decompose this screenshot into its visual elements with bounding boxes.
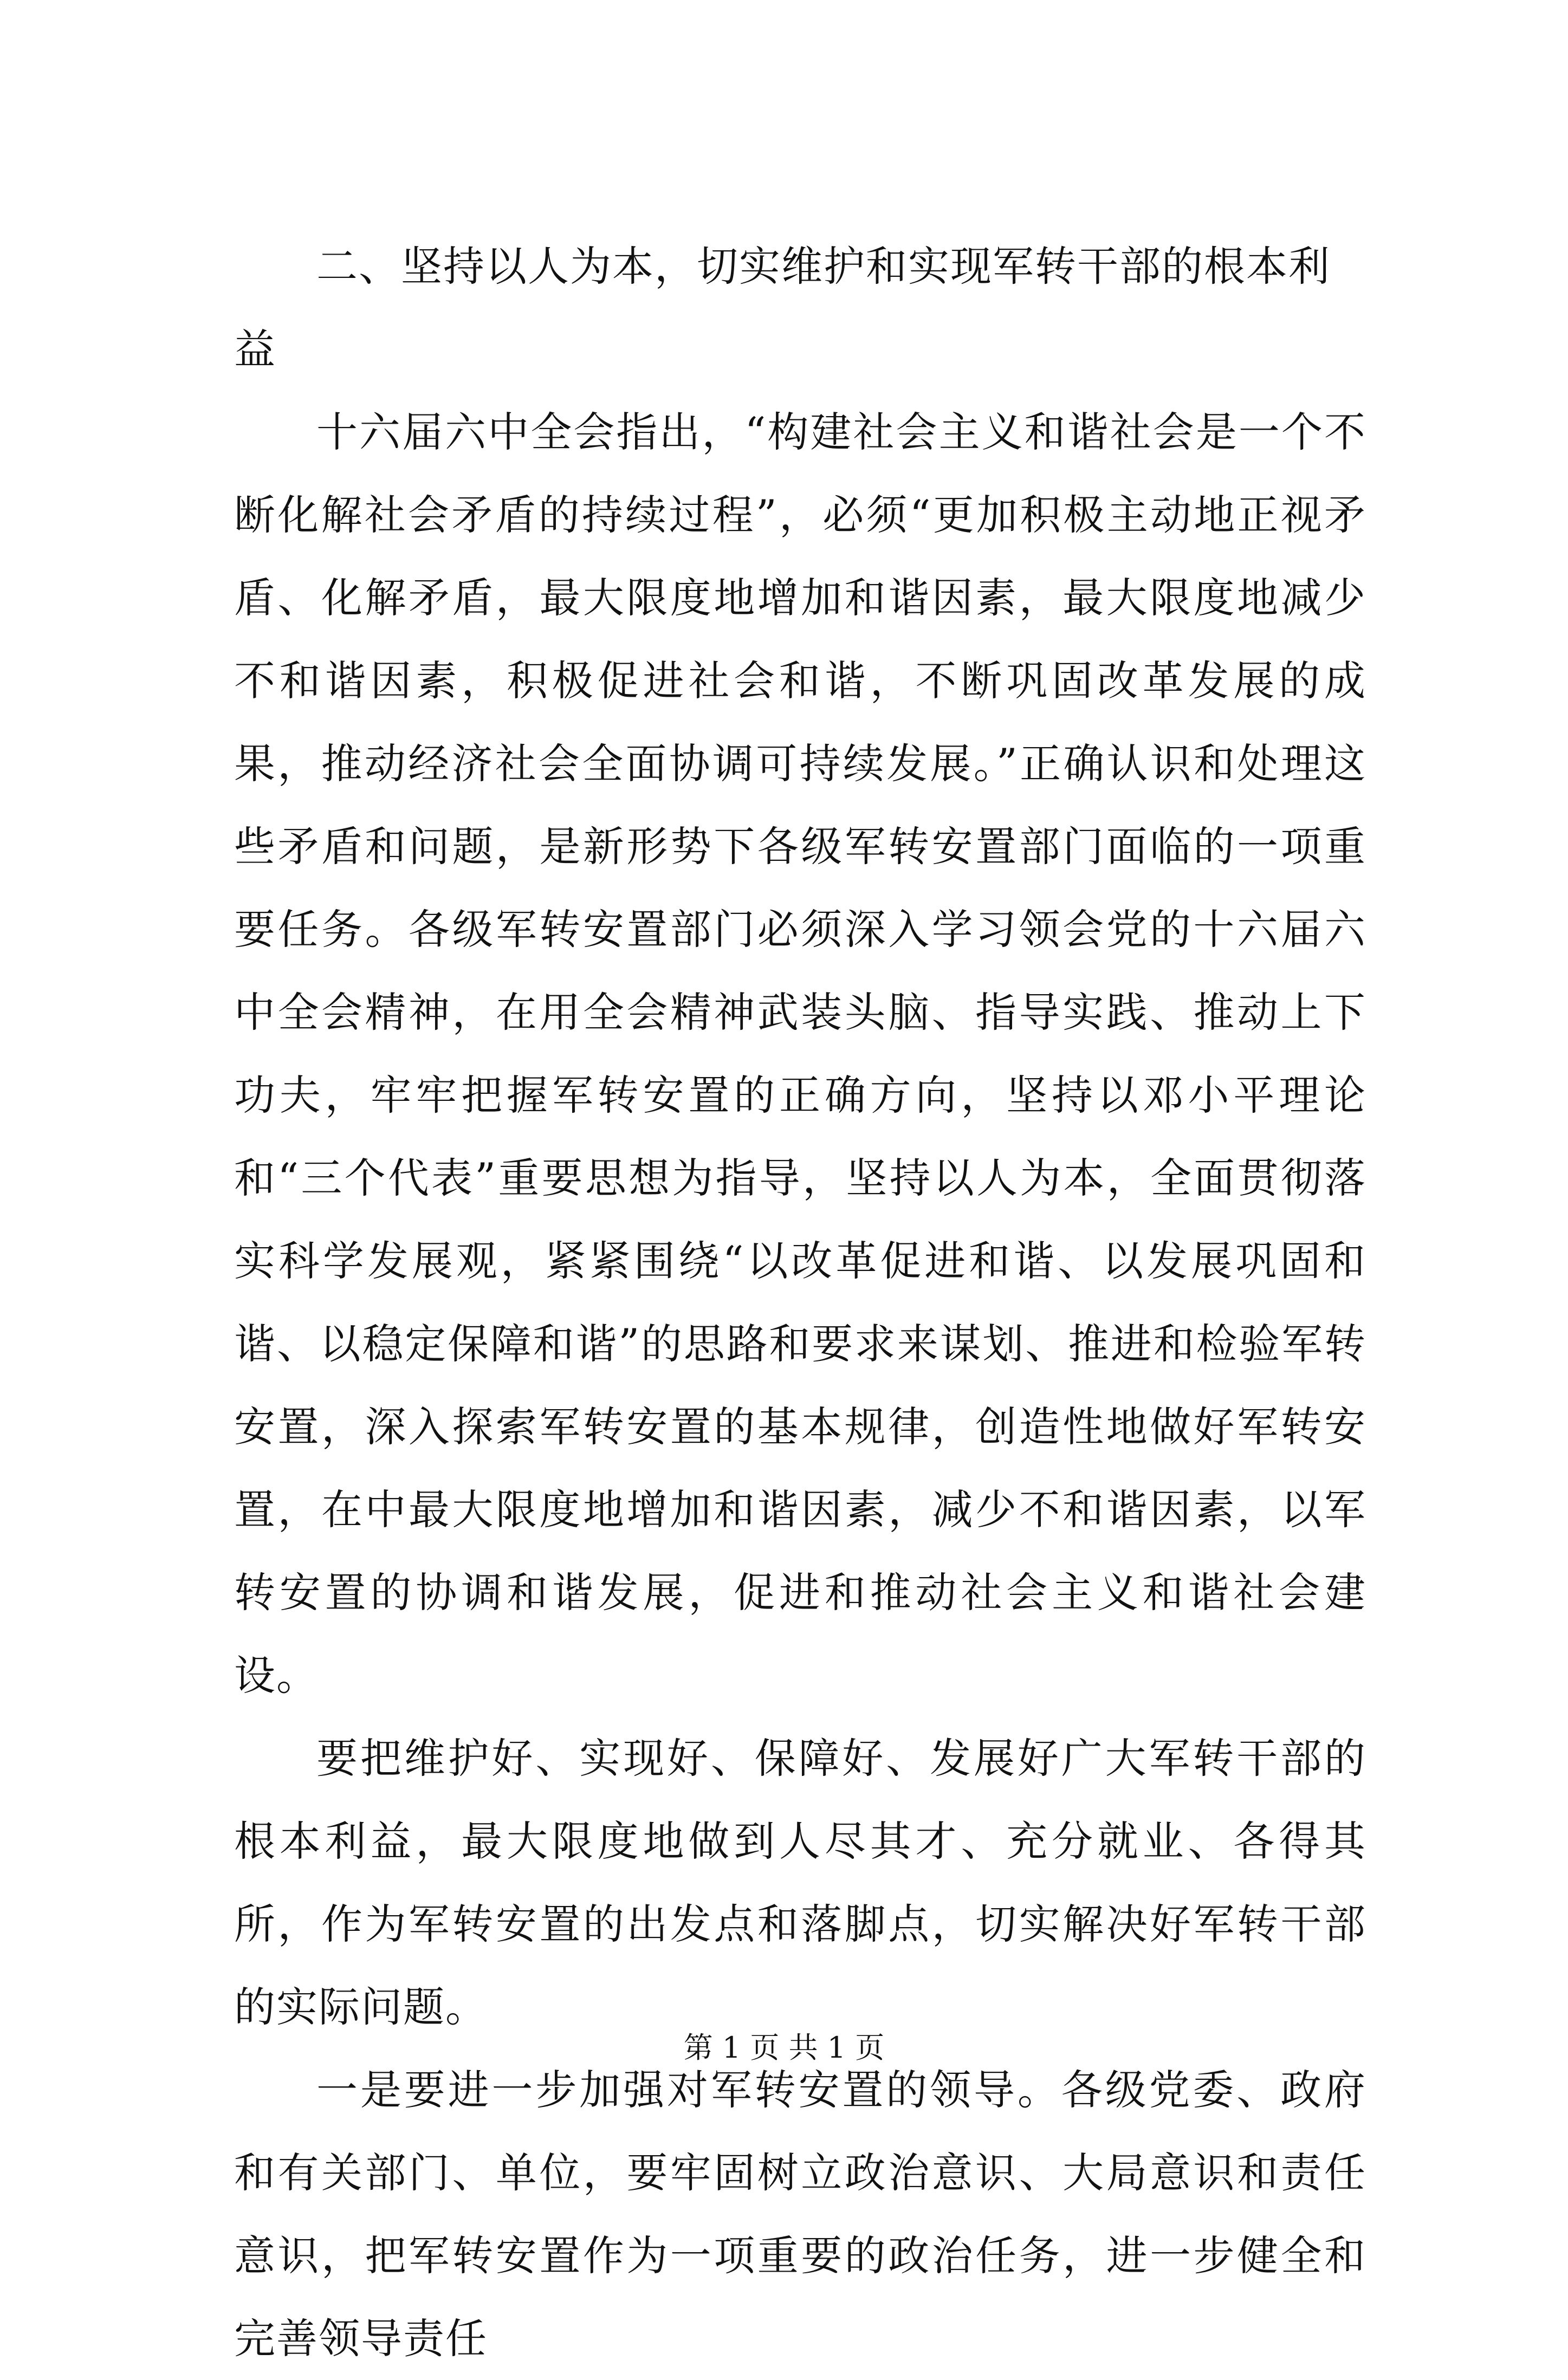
paragraph-2: 要把维护好、实现好、保障好、发展好广大军转干部的根本利益，最大限度地做到人尽其才、充分就业、各得其所，作为军转安置的出发点和落脚点，切实解决好军转干部的实际问题。 [234,1734,1366,2031]
page-number-footer: 第 1 页 共 1 页 [683,2031,885,2065]
section-heading: 二、坚持以人为本，切实维护和实现军转干部的根本利益 [234,242,1331,373]
paragraph-1: 十六届六中全会指出，“构建社会主义和谐社会是一个不断化解社会矛盾的持续过程”，必须“更加积极主动地正视矛盾、化解矛盾，最大限度地增加和谐因素，最大限度地减少不和谐因素，积极促进社会和谐，不断巩固改革发展的成果，推动经济社会全面协调可持续发展。”正确认识和处理这些矛盾和问题，是新形势下各级军转安置部门面临的一项重要任务。各级军转安置部门必须深入学习领会党的十六届六中全会精神，在用全会精神武装头脑、指导实践、推动上下功夫，牢牢把握军转安置的正确方向，坚持以邓小平理论和“三个代表”重要思想为指导，坚持以人为本，全面贯彻落实科学发展观，紧紧围绕“以改革促进和谐、以发展巩固和谐、以稳定保障和谐”的思路和要求来谋划、推进和检验军转安置，深入探索军转安置的基本规律，创造性地做好军转安置，在中最大限度地增加和谐因素，减少不和谐因素，以军转安置的协调和谐发展，促进和推动社会主义和谐社会建设。 [234,408,1366,1700]
paragraph-3: 一是要进一步加强对军转安置的领导。各级党委、政府和有关部门、单位，要牢固树立政治意识、大局意识和责任意识，把军转安置作为一项重要的政治任务，进一步健全和完善领导责任 [234,2066,1366,2363]
